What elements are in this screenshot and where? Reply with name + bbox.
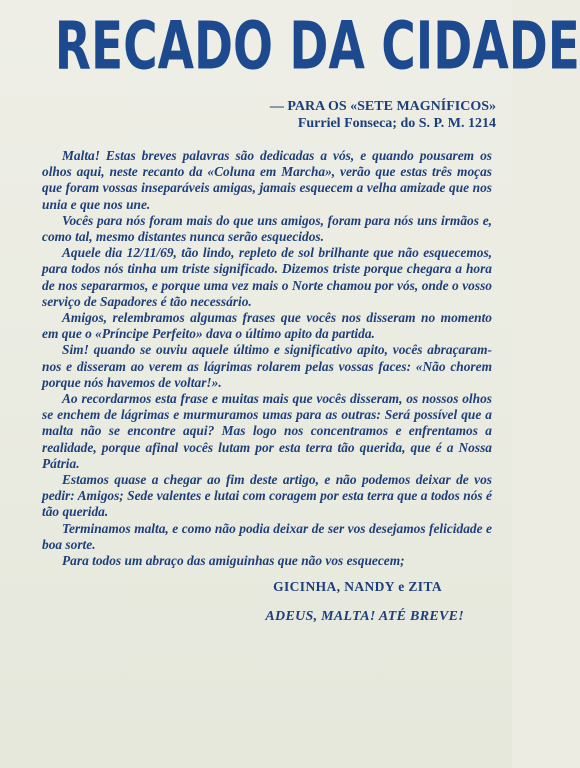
paragraph: Terminamos malta, e como não podia deixar de ser vos desejamos felicidade e boa sorte. <box>42 520 492 552</box>
dedication-addressee: Furriel Fonseca; do S. P. M. 1214 <box>297 116 496 131</box>
paragraph: Para todos um abraço das amiguinhas que não vos esquecem; <box>62 553 405 569</box>
article-title: RECADO DA CIDADE <box>54 8 580 85</box>
paragraph: Aquele dia 12/11/69, tão lindo, repleto de sol brilhante que não esquecemos, para todos nós tinha um triste significado. Dizemos triste porque chegara a hora de nos separarmos, e porque uma vez mais o Norte chamou por vós, onde o vosso serviço de Sapadores é tão necessário. <box>42 245 492 309</box>
farewell-line: ADEUS, MALTA! ATÉ BREVE! <box>265 609 464 625</box>
paragraph: Amigos, relembramos algumas frases que vocês nos disseram no momento em que o «Príncipe Perfeito» dava o último apito da partida. <box>42 310 492 342</box>
article-body <box>16 148 500 569</box>
signature: GICINHA, NANDY e ZITA <box>273 579 442 595</box>
dedication-recipients: — PARA OS «SETE MAGNÍFICOS» <box>269 99 496 114</box>
paragraph: Estamos quase a chegar ao fim deste artigo, e não podemos deixar de vos pedir: Amigos; Sede valentes e lutai com coragem por esta terra que a todos nós é tão querida. <box>42 472 492 520</box>
paragraph: Vocês para nós foram mais do que uns amigos, foram para nós uns irmãos e, como tal, mesmo distantes nunca serão esquecidos. <box>42 212 492 245</box>
paragraph: Malta! Estas breves palavras são dedicadas a vós, e quando pousarem os olhos aqui, neste recanto da «Coluna em Marcha», verão que estas três moças que foram vossas inseparáveis amigas, jamais esquecem a velha amizade que nos unia e que nos une. <box>42 148 492 212</box>
dedication <box>16 98 500 132</box>
paragraph: Ao recordarmos esta frase e muitas mais que vocês disseram, os nossos olhos se enchem de lágrimas e murmuramos umas para as outras: Será possível que a malta não se encontre aqui? Mas logo nos concentramos e enfrentamos a realidade, porque afinal vocês lutam por esta terra tão querida, que é a Nossa Pátria. <box>42 391 492 471</box>
paragraph: Sim! quando se ouviu aquele último e significativo apito, vocês abraçaram-nos e disseram ao verem as lágrimas rolarem pelas vossas faces: «Não chorem porque nós havemos de voltar!». <box>42 342 492 390</box>
